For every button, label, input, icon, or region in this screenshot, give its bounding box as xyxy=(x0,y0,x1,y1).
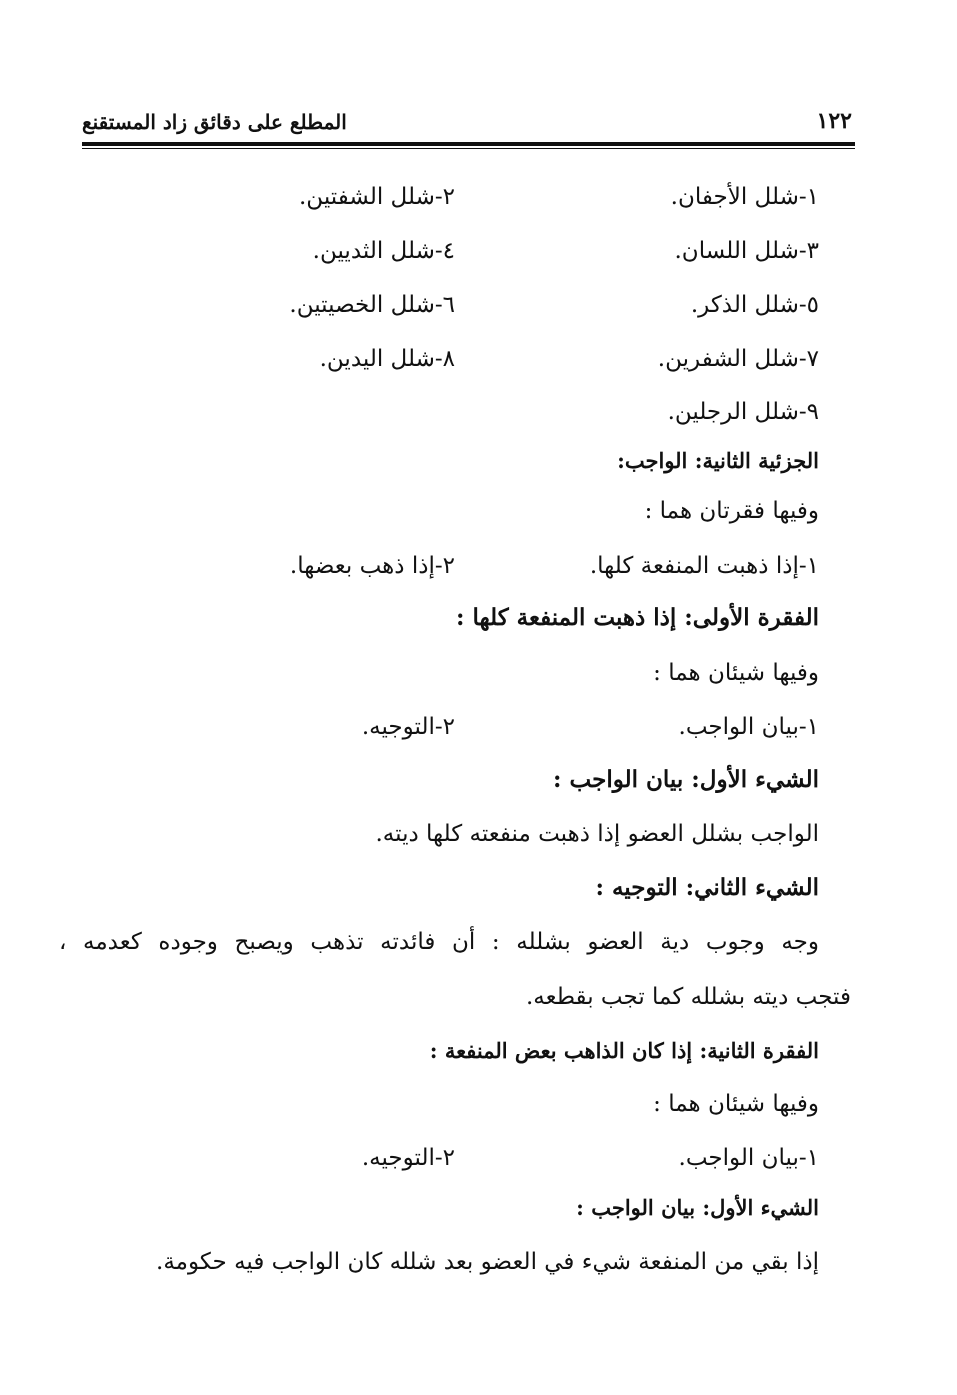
list-item: ١-بيان الواجب. xyxy=(678,714,819,740)
page-number: ١٢٢ xyxy=(816,108,852,134)
list-item: ١-شلل الأجفان. xyxy=(670,184,819,210)
page-header xyxy=(82,108,852,138)
list-item: ٦-شلل الخصيتين. xyxy=(289,292,455,318)
section-heading: الشيء الأول: بيان الواجب : xyxy=(576,1195,819,1220)
paragraph: فتجب ديته بشلله كما تجب بقطعه. xyxy=(525,984,851,1010)
section-heading: الجزئية الثانية: الواجب: xyxy=(617,448,819,473)
paragraph: الواجب بشلل العضو إذا ذهبت منفعته كلها ديته. xyxy=(375,821,819,847)
list-item: ٥-شلل الذكر. xyxy=(690,292,819,318)
header-rule-thin xyxy=(82,148,855,149)
paragraph: وفيها شيئان هما : xyxy=(653,1091,819,1117)
list-item: ٤-شلل الثديين. xyxy=(312,238,455,264)
section-heading: الشيء الأول: بيان الواجب : xyxy=(553,766,819,793)
list-item: ٧-شلل الشفرين. xyxy=(657,346,819,372)
list-item: ٩-شلل الرجلين. xyxy=(667,399,819,425)
list-item: ٢-التوجيه. xyxy=(361,1145,455,1171)
list-item: ١-إذا ذهبت المنفعة كلها. xyxy=(589,553,819,579)
paragraph: وفيها فقرتان هما : xyxy=(644,498,819,524)
header-rule-thick xyxy=(82,142,855,146)
paragraph: وجه وجوب دية العضو بشلله : أن فائدته تذهب ويصبح وجوده كعدمه ، xyxy=(59,929,819,955)
list-item: ٣-شلل اللسان. xyxy=(674,238,819,264)
list-item: ٢-شلل الشفتين. xyxy=(299,184,455,210)
section-heading: الشيء الثاني: التوجيه : xyxy=(595,874,819,901)
section-heading: الفقرة الثانية: إذا كان الذاهب بعض المنفعة : xyxy=(429,1038,819,1063)
list-item: ٢-إذا ذهب بعضها. xyxy=(289,553,455,579)
list-item: ٨-شلل اليدين. xyxy=(319,346,455,372)
list-item: ١-بيان الواجب. xyxy=(678,1145,819,1171)
list-item: ٢-التوجيه. xyxy=(361,714,455,740)
paragraph: وفيها شيئان هما : xyxy=(653,660,819,686)
paragraph: إذا بقي من المنفعة شيء في العضو بعد شلله كان الواجب فيه حكومة. xyxy=(156,1249,819,1275)
section-heading: الفقرة الأولى: إذا ذهبت المنفعة كلها : xyxy=(455,604,819,631)
running-title: المطلع على دقائق زاد المستقنع xyxy=(82,110,347,134)
